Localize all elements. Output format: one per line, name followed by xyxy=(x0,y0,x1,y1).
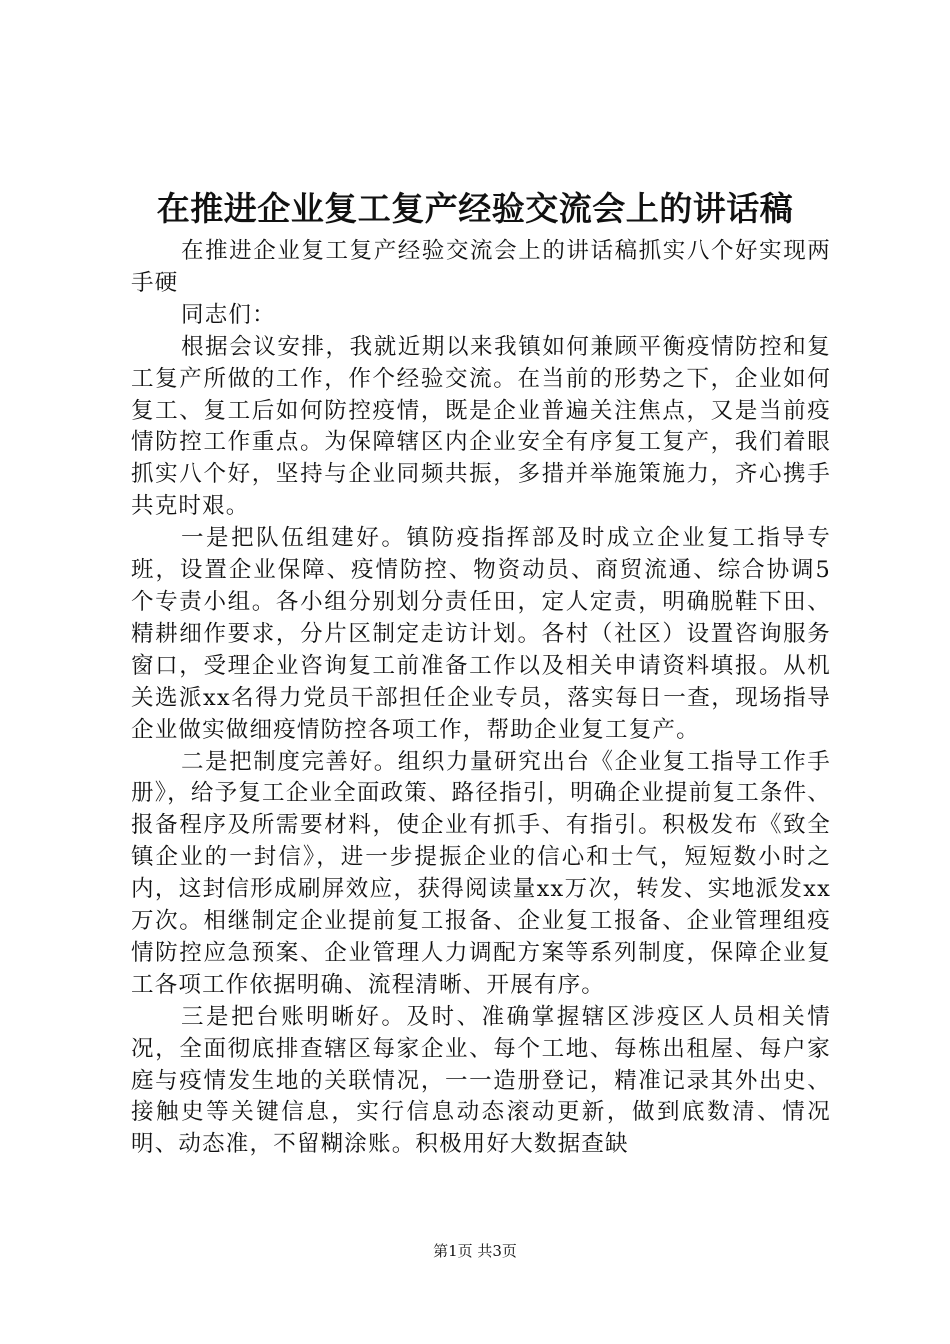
paragraph-system: 二是把制度完善好。组织力量研究出台《企业复工指导工作手册》，给予复工企业全面政策、路径指引，明确企业提前复工条件、报备程序及所需要材料，使企业有抓手、有指引。积极发布《致全镇企业的一封信》，进一步提振企业的信心和士气，短短数小时之内，这封信形成刷屏效应，获得阅读量xx万次，转发、实地派发xx万次。相继制定企业提前复工报备、企业复工报备、企业管理组疫情防控应急预案、企业管理人力调配方案等系列制度，保障企业复工各项工作依据明确、流程清晰、开展有序。 xyxy=(131,748,831,998)
paragraph-salutation: 同志们： xyxy=(181,301,276,328)
paragraph-subtitle: 在推进企业复工复产经验交流会上的讲话稿抓实八个好实现两手硬 xyxy=(131,238,831,296)
document-body xyxy=(131,236,831,1161)
paragraph-team: 一是把队伍组建好。镇防疫指挥部及时成立企业复工指导专班，设置企业保障、疫情防控、物资动员、商贸流通、综合协调5个专责小组。各小组分别划分责任田，定人定责，明确脱鞋下田、精耕细作要求，分片区制定走访计划。各村（社区）设置咨询服务窗口，受理企业咨询复工前准备工作以及相关申请资料填报。从机关选派xx名得力党员干部担任企业专员，落实每日一查，现场指导企业做实做细疫情防控各项工作，帮助企业复工复产。 xyxy=(131,525,831,743)
paragraph-ledger: 三是把台账明晰好。及时、准确掌握辖区涉疫区人员相关情况，全面彻底排查辖区每家企业、每个工地、每栋出租屋、每户家庭与疫情发生地的关联情况，一一造册登记，精准记录其外出史、接触史等关键信息，实行信息动态滚动更新，做到底数清、情况明、动态准，不留糊涂账。积极用好大数据查缺 xyxy=(131,1003,831,1158)
document-title: 在推进企业复工复产经验交流会上的讲话稿 xyxy=(156,189,794,228)
page-number-footer: 第1页 共3页 xyxy=(433,1242,517,1260)
paragraph-intro: 根据会议安排，我就近期以来我镇如何兼顾平衡疫情防控和复工复产所做的工作，作个经验交流。在当前的形势之下，企业如何复工、复工后如何防控疫情，既是企业普遍关注焦点，又是当前疫情防控工作重点。为保障辖区内企业安全有序复工复产，我们着眼抓实八个好，坚持与企业同频共振，多措并举施策施力，齐心携手共克时艰。 xyxy=(131,333,831,520)
